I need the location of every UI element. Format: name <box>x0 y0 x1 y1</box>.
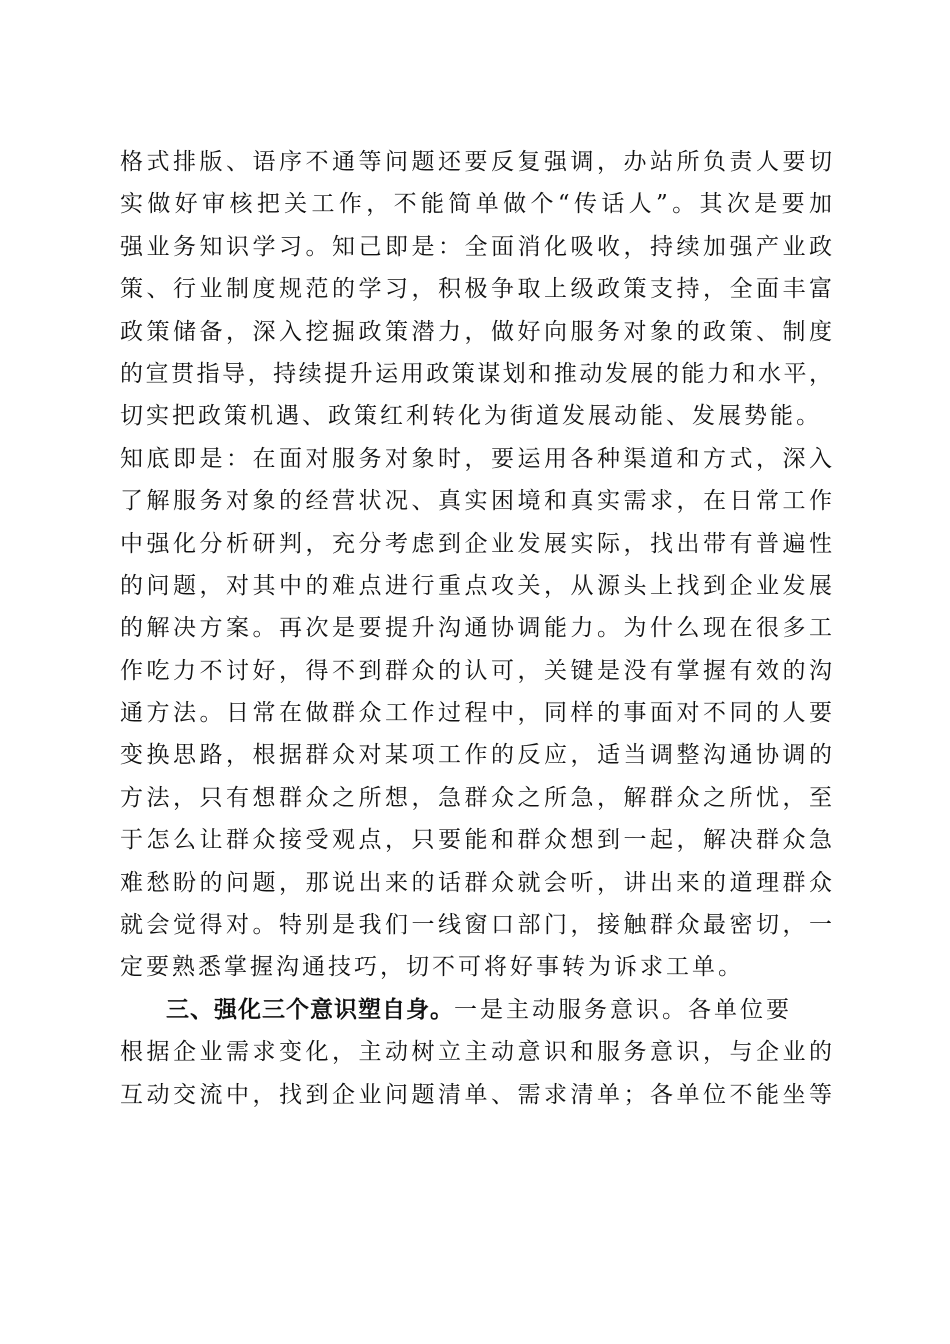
section-heading: 三、强化三个意识塑自身。 <box>166 996 454 1023</box>
paragraph-line: 切实把政策机遇、政策红利转化为街道发展动能、发展势能。 <box>120 403 822 430</box>
paragraph-line: 根据企业需求变化，主动树立主动意识和服务意识，与企业的 <box>120 1039 832 1066</box>
paragraph-line: 就会觉得对。特别是我们一线窗口部门，接触群众最密切，一 <box>120 912 832 939</box>
paragraph-line: 的问题，对其中的难点进行重点攻关，从源头上找到企业发展 <box>120 572 832 599</box>
paragraph-line: 了解服务对象的经营状况、真实困境和真实需求，在日常工作 <box>120 488 832 515</box>
paragraph-line: 知底即是：在面对服务对象时，要运用各种渠道和方式，深入 <box>120 445 832 472</box>
paragraph-line: 定要熟悉掌握沟通技巧，切不可将好事转为诉求工单。 <box>120 954 744 981</box>
paragraph-line: 格式排版、语序不通等问题还要反复强调，办站所负责人要切 <box>120 149 832 175</box>
document-body <box>120 141 832 1116</box>
section-heading-rest: 一是主动服务意识。各单位要 <box>454 996 792 1023</box>
paragraph-line: 难愁盼的问题，那说出来的话群众就会听，讲出来的道理群众 <box>120 869 832 896</box>
paragraph-line: 的宣贯指导，持续提升运用政策谋划和推动发展的能力和水平， <box>120 360 832 387</box>
paragraph-line: 政策储备，深入挖掘政策潜力，做好向服务对象的政策、制度 <box>120 318 832 345</box>
paragraph-line: 于怎么让群众接受观点，只要能和群众想到一起，解决群众急 <box>120 827 832 854</box>
paragraph-line: 实做好审核把关工作，不能简单做个“传话人”。其次是要加 <box>120 191 832 218</box>
section-heading-line <box>120 989 832 1031</box>
paragraph-line: 强业务知识学习。知己即是：全面消化吸收，持续加强产业政 <box>120 233 832 260</box>
paragraph-line: 通方法。日常在做群众工作过程中，同样的事面对不同的人要 <box>120 700 832 727</box>
paragraph-line: 方法，只有想群众之所想，急群众之所急，解群众之所忧，至 <box>120 784 832 811</box>
paragraph-line: 互动交流中，找到企业问题清单、需求清单；各单位不能坐等 <box>120 1081 832 1108</box>
paragraph-line: 策、行业制度规范的学习，积极争取上级政策支持，全面丰富 <box>120 276 832 303</box>
paragraph-line: 变换思路，根据群众对某项工作的反应，适当调整沟通协调的 <box>120 742 832 769</box>
paragraph-line: 的解决方案。再次是要提升沟通协调能力。为什么现在很多工 <box>120 615 832 642</box>
paragraph-line: 中强化分析研判，充分考虑到企业发展实际，找出带有普遍性 <box>120 530 832 557</box>
paragraph-line: 作吃力不讨好，得不到群众的认可，关键是没有掌握有效的沟 <box>120 657 832 684</box>
